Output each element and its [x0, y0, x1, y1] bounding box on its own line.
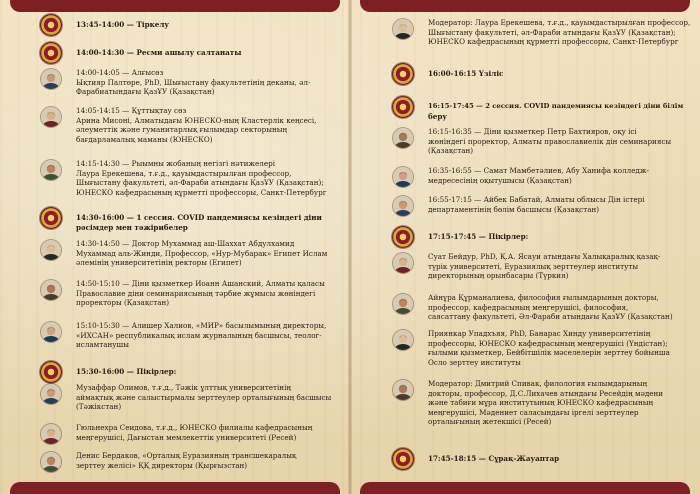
entry-line: проректоры (Қазақстан)	[76, 298, 170, 308]
entry-line: 14:30-16:00 — 1 сессия. COVID пандемиясы кезіндегі діни	[76, 213, 322, 222]
ornament-icon	[40, 361, 62, 383]
entry-line: беру	[428, 111, 447, 121]
speaker-photo	[41, 69, 61, 89]
entry-line: 17:15-17:45 — Пікірлер:	[428, 232, 529, 241]
schedule-heading	[428, 69, 690, 79]
entry-line: және табиғи мұра институтының ЮНЕСКО кафедрасының	[428, 398, 654, 408]
schedule-entry	[76, 451, 338, 470]
entry-line: директорының орынбасары (Түркия)	[428, 271, 569, 281]
entry-line: исламтанушы	[76, 340, 129, 350]
speaker-photo	[393, 330, 413, 350]
entry-line: саясаттану факультеті, Әл-Фараби атындағы ҚазҰУ (Қазақстан)	[428, 312, 673, 322]
ornament-icon	[40, 207, 62, 229]
schedule-heading	[428, 454, 690, 464]
schedule-entry	[76, 68, 338, 97]
entry-line: 15:10-15:30 — Алишер Халиов, «МИР» басылымының директоры,	[76, 321, 327, 330]
entry-line: 15:30-16:00 — Пікірлер:	[76, 367, 177, 376]
entry-line: Айнұра Құрманалиева, философия ғылымдарының докторы,	[428, 293, 659, 302]
schedule-entry	[76, 383, 338, 412]
ornament-icon	[392, 226, 414, 248]
entry-line: Модератор: Лаура Ерекешева, т.ғ.д., қауымдастырылған профессор,	[428, 18, 691, 27]
speaker-photo	[393, 380, 413, 400]
entry-line: аймақтық және салыстырмалы зерттеулер орталығының басшысы	[76, 392, 332, 402]
speaker-photo	[41, 107, 61, 127]
entry-line: Модератор: Дмитрий Спивак, филология ғылымдарының	[428, 379, 648, 388]
schedule-entry	[76, 321, 338, 350]
schedule-heading	[428, 232, 690, 242]
schedule-entry	[428, 379, 690, 427]
schedule-heading	[76, 367, 338, 377]
speaker-photo	[41, 424, 61, 444]
entry-line: ЮНЕСКО кафедрасының құрметті профессоры, Санкт-Петербург	[76, 187, 327, 197]
entry-line: (Тәжікстан)	[76, 402, 122, 412]
schedule-entry	[428, 252, 690, 281]
entry-line: Лаура Ерекешева, т.ғ.д., қауымдастырылған профессор,	[76, 168, 292, 178]
entry-line: 16:00-16:15 Үзіліс	[428, 69, 504, 78]
ornament-icon	[392, 448, 414, 470]
schedule-entry	[76, 279, 338, 308]
entry-line: Денис Бердаков, «Орталық Еуразияның трансшекаралық	[76, 451, 297, 460]
entry-line: 14:50-15:10 — Діни қызметкер Иоанн Ашанский, Алматы қаласы	[76, 279, 325, 288]
schedule-heading	[76, 20, 338, 30]
entry-line: 14:30-14:50 — Доктор Мухаммад аш-Шаххат Абдулхамид	[76, 239, 295, 248]
ornament-icon	[40, 42, 62, 64]
entry-line: ЮНЕСКО кафедрасының құрметті профессоры, Санкт-Петербург	[428, 37, 679, 47]
entry-line: 14:00-14:30 — Ресми ашылу салтанаты	[76, 48, 242, 57]
speaker-photo	[393, 253, 413, 273]
schedule-entry	[428, 329, 690, 367]
schedule-entry	[76, 423, 338, 442]
schedule-entry	[428, 293, 690, 322]
speaker-photo	[393, 128, 413, 148]
entry-line: Шығыстану факультеті, әл-Фараби атындағы ҚазҰУ (Қазақстан);	[428, 27, 676, 37]
speaker-photo	[41, 452, 61, 472]
entry-line: «ИХСАН» республикалық ислам журналының басшысы, теолог-	[76, 330, 322, 340]
ornament-icon	[392, 63, 414, 85]
entry-line: 16:35-16:55 — Самат Мамбетәлиев, Абу Ханифа колледж-	[428, 166, 649, 175]
entry-line: орталығының жетекшісі (Ресей)	[428, 417, 552, 427]
schedule-heading	[76, 213, 338, 232]
ornament-icon	[392, 96, 414, 118]
schedule-entry	[76, 159, 338, 197]
entry-line: Приянкар Упадхъяя, PhD, Банарас Хинду университетінің	[428, 329, 651, 338]
entry-line: Суат Бейдур, PhD, Қ.А. Ясауи атындағы Халықаралық қазақ-	[428, 252, 661, 261]
entry-line: 14:00-14:05 — Алғысөз	[76, 68, 164, 77]
entry-line: профессоры, ЮНЕСКО кафедрасының меңгерушісі (Үндістан);	[428, 338, 668, 348]
schedule-heading	[428, 102, 690, 121]
entry-line: түрік университеті, Еуразиялық зерттеулер институты	[428, 261, 639, 271]
entry-line: меңгерушісі, Дағыстан мемлекеттік университеті (Ресей)	[76, 432, 297, 442]
entry-line: бағдарламалық маманы (ЮНЕСКО)	[76, 134, 213, 144]
entry-line: докторы, профессор, Д.С.Лихачев атындағы Ресейдің мәдени	[428, 388, 664, 398]
speaker-photo	[41, 280, 61, 300]
entry-line: профессор, кафедрасының меңгерушісі, философия,	[428, 302, 629, 312]
entry-line: 16:55-17:15 — Айбек Бабатай, Алматы облысы Дін істері	[428, 195, 645, 204]
speaker-photo	[393, 196, 413, 216]
schedule-entry	[428, 195, 690, 214]
entry-line: Шығыстану факультеті, әл-Фараби атындағы ҚазҰУ (Қазақстан);	[76, 178, 324, 188]
entry-line: 14:05-14:15 — Құттықтау сөз	[76, 106, 187, 115]
schedule-heading	[76, 48, 338, 58]
schedule-entry	[76, 239, 338, 268]
entry-line: департаментінің бөлім басшысы (Қазақстан)	[428, 204, 600, 214]
entry-line: Православие діни семинариясының тәрбие жұмысы жөніндегі	[76, 288, 316, 298]
speaker-photo	[41, 322, 61, 342]
entry-line: жөніндегі проректор, Алматы православиелік дін семинариясы	[428, 136, 672, 146]
entry-line: Осло зерттеу институты	[428, 357, 521, 367]
entry-line: Ықтияр Палтөре, PhD, Шығыстану факультетінің деканы, әл-	[76, 77, 311, 87]
entry-line: рәсімдер мен тәжірибелер	[76, 222, 188, 232]
schedule-entry	[428, 166, 690, 185]
entry-line: 16:15-16:35 — Діни қызметкер Петр Бахтияров, оқу ісі	[428, 127, 637, 136]
entry-line: меңгерушісі, Мәдениет саласындағы іргелі зерттеулер	[428, 407, 639, 417]
left-page	[0, 0, 348, 494]
schedule-entry	[76, 106, 338, 144]
schedule-entry	[428, 18, 690, 47]
entry-line: 13:45-14:00 — Тіркелу	[76, 20, 170, 29]
entry-line: зерттеу желісі» ҚҚ директоры (Қырғызстан)	[76, 460, 248, 470]
entry-line: Гюльнехра Сеидова, т.ғ.д., ЮНЕСКО филиалы кафедрасының	[76, 423, 313, 432]
entry-line: 14:15-14:30 — Рыымны жобаның негізгі нәтижелері	[76, 159, 276, 168]
entry-line: Музаффар Олимов, т.ғ.д., Тәжік ұлттық университетінің	[76, 383, 291, 392]
entry-line: Арина Мисоні, Алматыдағы ЮНЕСКО-ның Кластерлік кеңсесі,	[76, 115, 317, 125]
right-page	[352, 0, 700, 494]
entry-line: 16:15-17:45 — 2 сессия. COVID пандемиясы кезіндегі діни білім	[428, 102, 684, 110]
speaker-photo	[393, 19, 413, 39]
entry-line: әлемінің университетінің ректоры (Египет)	[76, 258, 242, 268]
entry-line: әлеуметтік және гуманитарлық ғылымдар секторының	[76, 125, 288, 135]
speaker-photo	[393, 167, 413, 187]
speaker-photo	[41, 240, 61, 260]
entry-line: (Қазақстан)	[428, 146, 474, 156]
entry-line: медресесінің оқытушысы (Қазақстан)	[428, 175, 572, 185]
entry-line: Мухаммад аль-Жинди, Профессор, «Нур-Мубарак» Египет Ислам	[76, 248, 328, 258]
entry-line: 17:45-18:15 — Сұрақ-Жауаптар	[428, 454, 560, 463]
entry-line: ғылыми қызметкер, Бейбітшілік мәселелерін зерттеу бойынша	[428, 348, 670, 358]
schedule-entry	[428, 127, 690, 156]
ornament-icon	[40, 14, 62, 36]
speaker-photo	[393, 294, 413, 314]
speaker-photo	[41, 160, 61, 180]
entry-line: Фарабиатындағы ҚазҰУ (Қазақстан)	[76, 87, 215, 97]
speaker-photo	[41, 384, 61, 404]
